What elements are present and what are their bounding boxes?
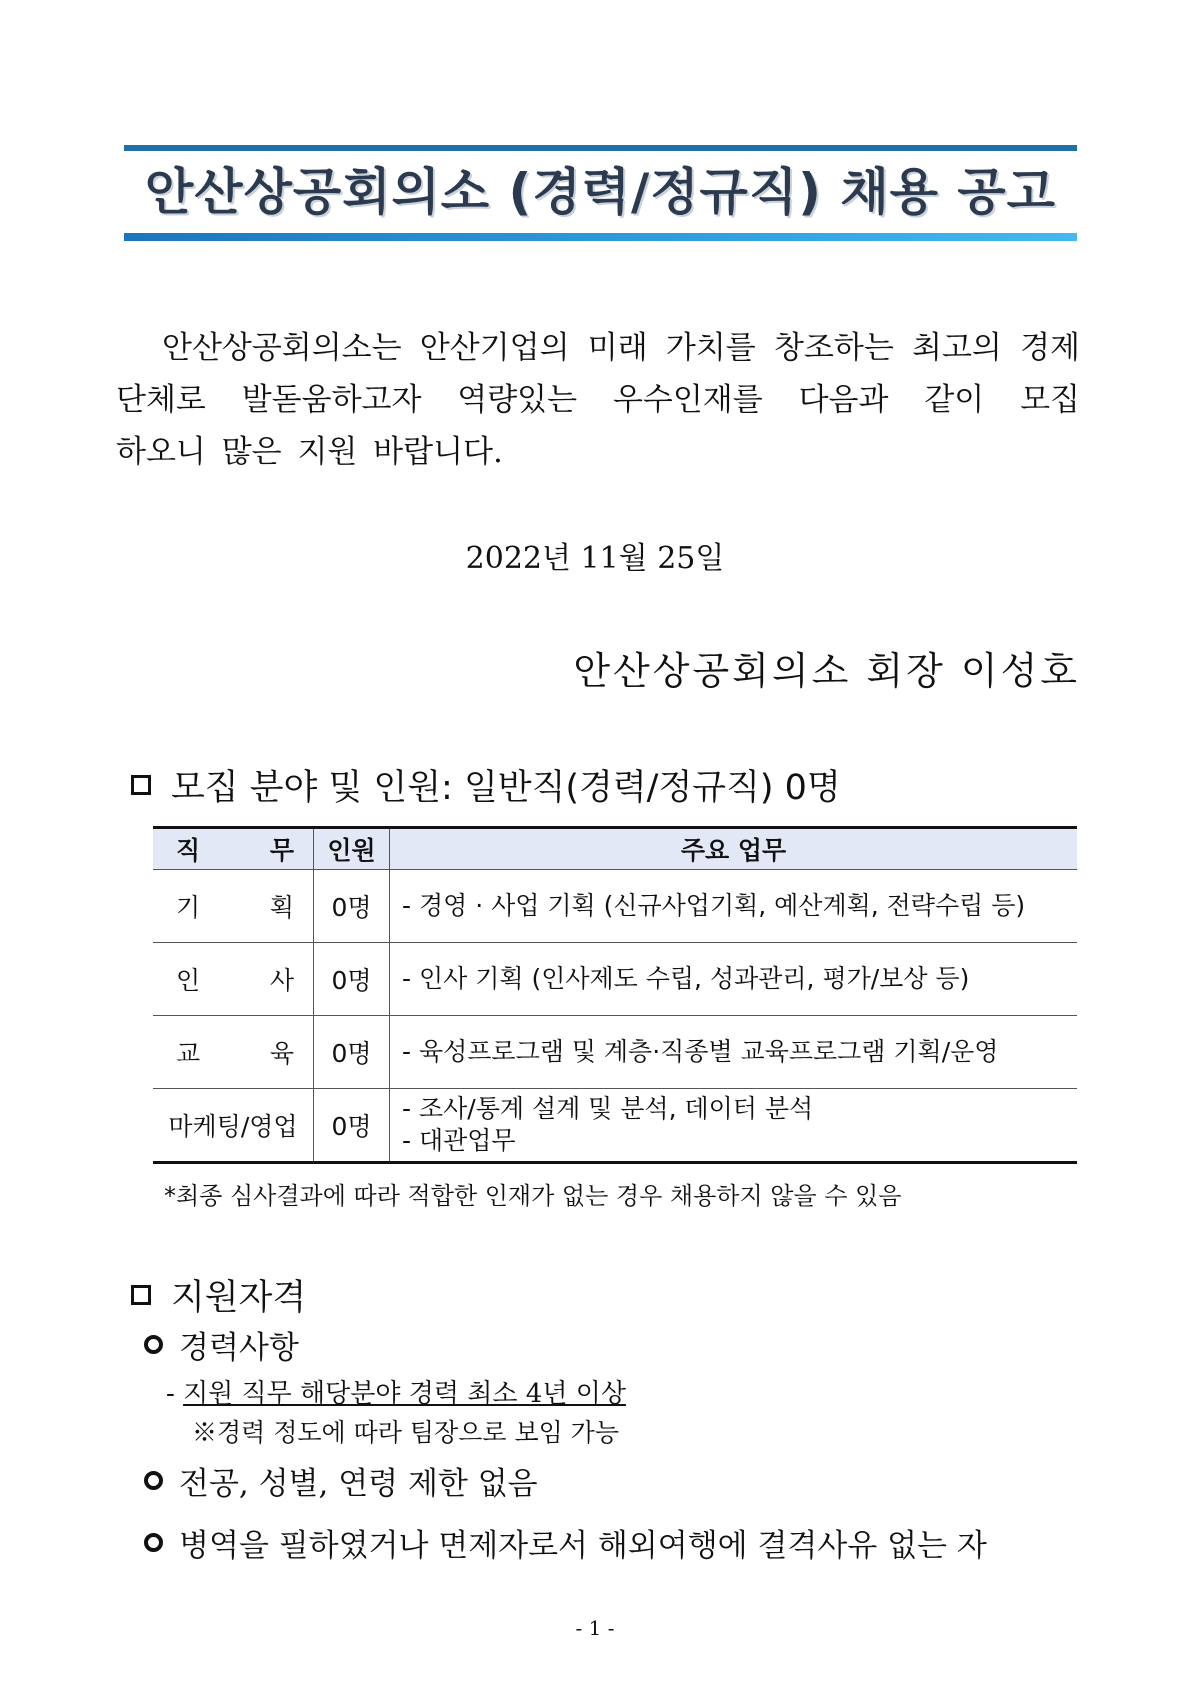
header-job-a: 직 — [176, 836, 201, 865]
job-cell — [153, 1016, 314, 1089]
intro-paragraph — [116, 322, 1080, 478]
recruit-heading-text: 모집 분야 및 인원: 일반직(경력/정규직) 0명 — [171, 768, 841, 808]
qualification-item-text: 전공, 성별, 연령 제한 없음 — [179, 1466, 538, 1502]
qualification-item-text: 병역을 필하였거나 면제자로서 해외여행에 결격사유 없는 자 — [179, 1528, 987, 1564]
ring-bullet-icon — [144, 1471, 163, 1490]
ring-bullet-icon — [144, 1335, 163, 1354]
announcement-date: 2022년 11월 25일 — [465, 541, 725, 576]
job-char: 기 — [176, 893, 201, 922]
career-requirement — [166, 1373, 626, 1410]
duty-cell — [390, 870, 1078, 943]
career-heading-text: 경력사항 — [179, 1330, 299, 1366]
signer: 안산상공회의소 회장 이성호 — [573, 649, 1080, 693]
qualification-heading-text: 지원자격 — [171, 1278, 307, 1318]
table-row — [153, 943, 1077, 1016]
job-char: 인 — [176, 966, 201, 995]
title-bottom-rule — [124, 233, 1077, 241]
ring-bullet-icon — [144, 1533, 163, 1552]
career-dash: - — [166, 1379, 184, 1409]
count-cell: 0명 — [314, 870, 390, 943]
header-count: 인원 — [314, 828, 390, 870]
duty-line: - 대관업무 — [402, 1126, 516, 1155]
job-char: 획 — [269, 893, 294, 922]
qualification-section-heading — [131, 1270, 306, 1320]
header-duty: 주요 업무 — [390, 828, 1078, 870]
career-note: ※경력 정도에 따라 팀장으로 보임 가능 — [192, 1418, 619, 1447]
document-title: 안산상공회의소 (경력/정규직) 채용 공고 — [145, 163, 1056, 221]
checkbox-square-icon — [131, 1285, 151, 1305]
recruit-table — [153, 826, 1077, 1164]
count-cell: 0명 — [314, 943, 390, 1016]
duty-line: - 육성프로그램 및 계층·직종별 교육프로그램 기획/운영 — [402, 1037, 999, 1066]
recruit-section-heading — [131, 760, 841, 810]
header-job — [153, 828, 314, 870]
job-cell — [153, 870, 314, 943]
count-cell: 0명 — [314, 1016, 390, 1089]
job-cell: 마케팅/영업 — [153, 1089, 314, 1163]
duty-line: - 조사/통계 설계 및 분석, 데이터 분석 — [402, 1094, 814, 1123]
qualification-item — [144, 1520, 987, 1565]
duty-cell — [390, 1089, 1078, 1163]
intro-main-text: 안산상공회의소는 안산기업의 미래 가치를 창조하는 최고의 경제단체로 발돋움하고자 역량있는 우수인재를 다음과 같이 모집 — [116, 330, 1080, 418]
qualification-item — [144, 1458, 538, 1503]
title-banner — [124, 145, 1077, 241]
duty-line: - 경영 · 사업 기획 (신규사업기획, 예산계획, 전략수립 등) — [402, 891, 1026, 920]
header-job-b: 무 — [269, 836, 294, 865]
job-char: 교 — [176, 1039, 201, 1068]
table-row — [153, 1016, 1077, 1089]
career-heading — [144, 1322, 299, 1367]
career-requirement-text: 지원 직무 해당분야 경력 최소 4년 이상 — [183, 1379, 626, 1409]
table-row — [153, 870, 1077, 943]
intro-last-line: 하오니 많은 지원 바랍니다. — [116, 434, 503, 470]
table-row — [153, 1089, 1077, 1163]
table-header-row — [153, 828, 1077, 870]
duty-cell — [390, 943, 1078, 1016]
count-cell: 0명 — [314, 1089, 390, 1163]
duty-cell — [390, 1016, 1078, 1089]
page-number: - 1 - — [575, 1616, 615, 1640]
recruit-note: *최종 심사결과에 따라 적합한 인재가 없는 경우 채용하지 않을 수 있음 — [164, 1182, 902, 1210]
job-char: 육 — [269, 1039, 294, 1068]
checkbox-square-icon — [131, 775, 151, 795]
job-cell — [153, 943, 314, 1016]
duty-line: - 인사 기획 (인사제도 수립, 성과관리, 평가/보상 등) — [402, 964, 970, 993]
job-char: 사 — [269, 966, 294, 995]
